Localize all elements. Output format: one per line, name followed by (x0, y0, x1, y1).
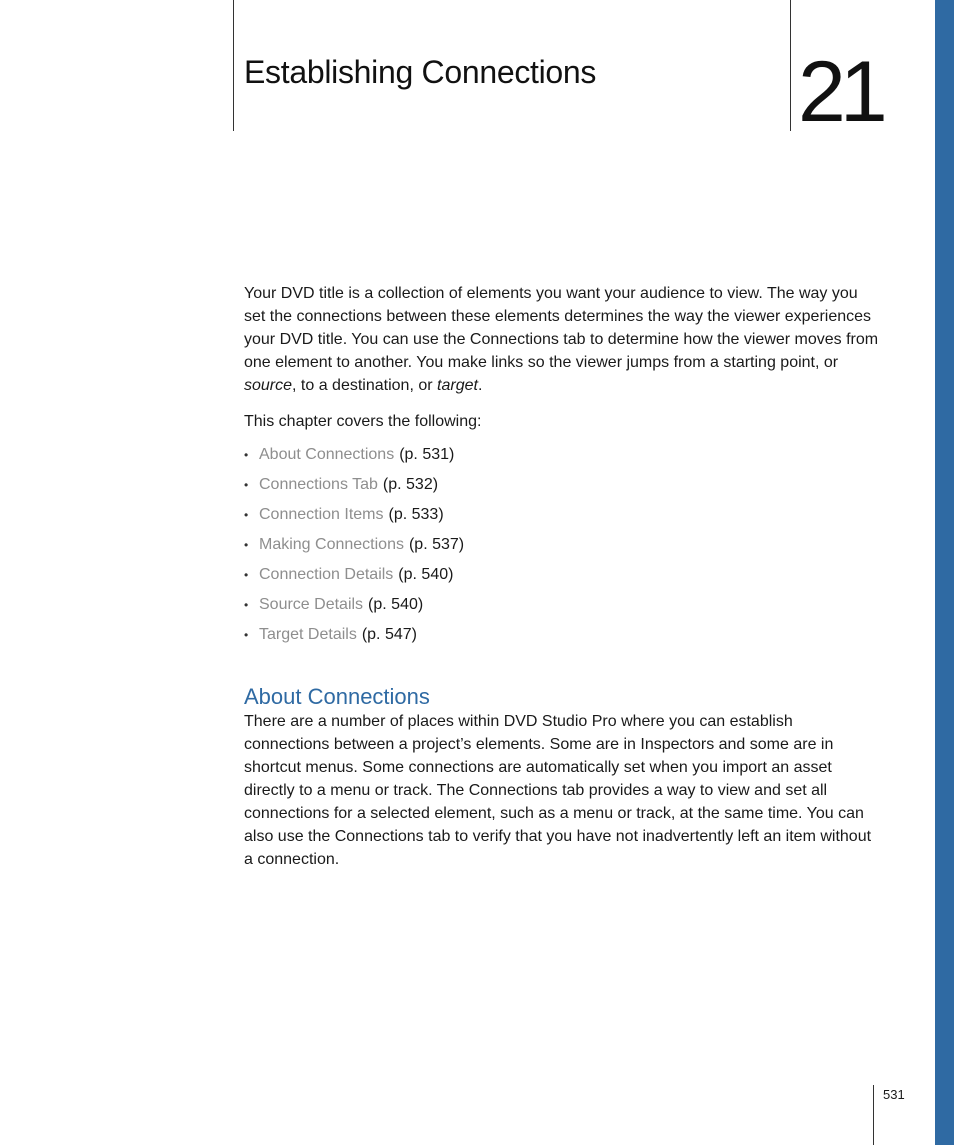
page-content (244, 282, 880, 871)
toc-page-ref: (p. 537) (408, 536, 465, 553)
toc-item (244, 470, 880, 500)
bullet: • (244, 598, 249, 612)
bullet: • (244, 508, 249, 522)
section-paragraph: There are a number of places within DVD Studio Pro where you can establish connections between a project’s elements. Some are in Inspectors and some are in shortcut menus. Some connections are automatically set when you import an asset directly to a menu or track. The Connections tab provides a way to view and set all connections for a selected element, such as a menu or track, at the same time. You can also use the Connections tab to verify that you have not inadvertently left an item without a connection. (244, 713, 872, 868)
bullet: • (244, 478, 249, 492)
toc-link-connections-tab[interactable]: Connections Tab (259, 476, 378, 493)
intro-text-2: , to a destination, or (292, 377, 438, 394)
toc-page-ref: (p. 533) (388, 506, 444, 523)
toc-item (244, 590, 880, 620)
intro-text-1: Your DVD title is a collection of elements you want your audience to view. The way you set the connections between these elements determines the way the viewer experiences your DVD title. You can use the Connections tab to determine how the viewer moves from one element to another. You make links so the viewer jumps from a starting point, or (244, 285, 879, 371)
toc-link-making-connections[interactable]: Making Connections (259, 536, 404, 553)
toc-link-about-connections[interactable]: About Connections (259, 446, 395, 463)
bullet: • (244, 448, 249, 462)
chapter-number: 21 (798, 44, 882, 140)
toc-link-source-details[interactable]: Source Details (259, 596, 364, 613)
toc-page-ref: (p. 540) (398, 566, 454, 583)
page-number: 531 (883, 1087, 905, 1102)
footer-rule (873, 1085, 874, 1145)
toc-item (244, 440, 880, 470)
header-rule-right (790, 0, 791, 131)
bullet: • (244, 628, 249, 642)
bullet: • (244, 538, 249, 552)
toc-link-target-details[interactable]: Target Details (259, 626, 357, 643)
toc-page-ref: (p. 531) (399, 446, 455, 463)
chapter-title: Establishing Connections (244, 54, 597, 90)
toc-item (244, 530, 880, 560)
section-heading-about-connections: About Connections (244, 684, 430, 709)
intro-paragraph (244, 282, 880, 397)
bullet: • (244, 568, 249, 582)
toc-item (244, 560, 880, 590)
chapter-edge-bar (935, 0, 954, 1145)
intro-source-term: source (244, 377, 293, 394)
chapter-toc (244, 440, 880, 650)
toc-item (244, 620, 880, 650)
toc-link-connection-items[interactable]: Connection Items (259, 506, 384, 523)
toc-page-ref: (p. 532) (382, 476, 439, 493)
covers-label: This chapter covers the following: (244, 413, 482, 430)
toc-link-connection-details[interactable]: Connection Details (259, 566, 394, 583)
intro-text-3: . (477, 377, 483, 394)
toc-page-ref: (p. 540) (368, 596, 424, 613)
toc-item (244, 500, 880, 530)
header-rule-left (233, 0, 234, 131)
intro-target-term: target (437, 377, 478, 394)
toc-page-ref: (p. 547) (361, 626, 417, 643)
